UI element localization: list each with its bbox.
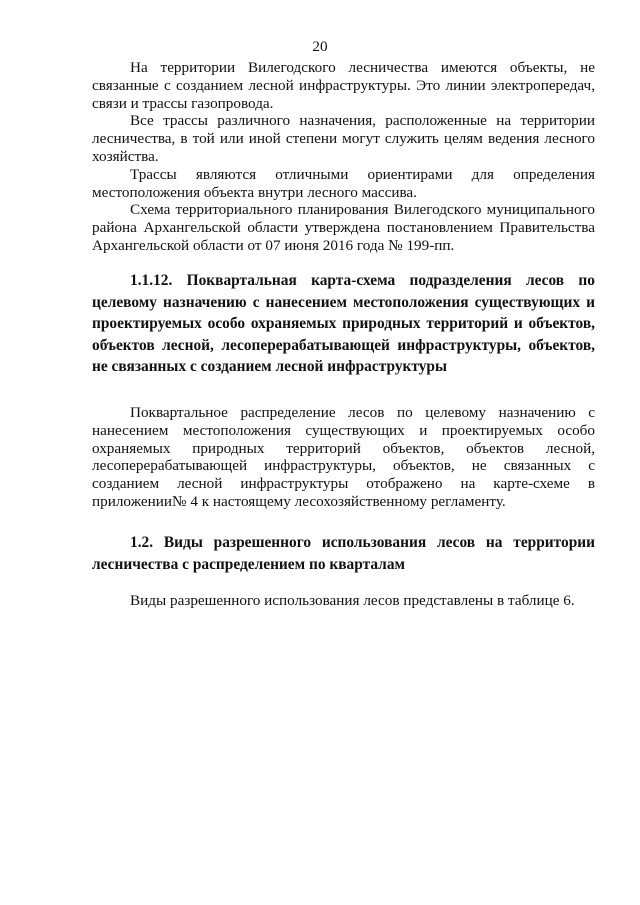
paragraph-forest-distribution: Поквартальное распределение лесов по целевому назначению с нанесением местоположения существующих и проектируемых особо охраняемых природных территорий объектов, объектов лесной, лесоперерабатывающей инфраструктуры, объектов, не связанных с созданием лесной инфраструктуры отображено на карте-схеме в приложении№ 4 к настоящему лесохозяйственному регламенту. (92, 404, 595, 510)
intro-section (92, 59, 595, 255)
paragraph-permitted-uses: Виды разрешенного использования лесов представлены в таблице 6. (130, 592, 575, 609)
section-1-1-12-heading-block (92, 270, 595, 378)
paragraph-routes-landmarks: Трассы являются отличными ориентирами для определения местоположения объекта внутри лесного массива. (92, 165, 595, 201)
section-heading-1-2: 1.2. Виды разрешенного использования лесов на территории лесничества с распределением по кварталам (92, 534, 595, 573)
paragraph-routes-purpose: Все трассы различного назначения, расположенные на территории лесничества, в той или иной степени могут служить целям ведения лесного хозяйства. (92, 112, 595, 165)
section-1-2-body (92, 592, 595, 610)
section-1-1-12-body (92, 404, 595, 511)
section-1-2-heading-block (92, 532, 595, 575)
paragraph-planning-scheme: Схема территориального планирования Вилегодского муниципального района Архангельской области утверждена постановлением Правительства Архангельской области от 07 июня 2016 года № 199-пп. (92, 201, 595, 254)
paragraph-infrastructure: На территории Вилегодского лесничества имеются объекты, не связанные с созданием лесной инфраструктуры. Это линии электропередач, связи и трассы газопровода. (92, 59, 595, 112)
page-number: 20 (312, 38, 328, 55)
section-heading-1-1-12: 1.1.12. Поквартальная карта-схема подразделения лесов по целевому назначению с нанесением местоположения существующих и проектируемых особо охраняемых природных территорий и объектов, объектов лесной, лесоперерабатывающей инфраструктуры, объектов, не связанных с созданием лесной инфраструктуры (92, 272, 595, 375)
